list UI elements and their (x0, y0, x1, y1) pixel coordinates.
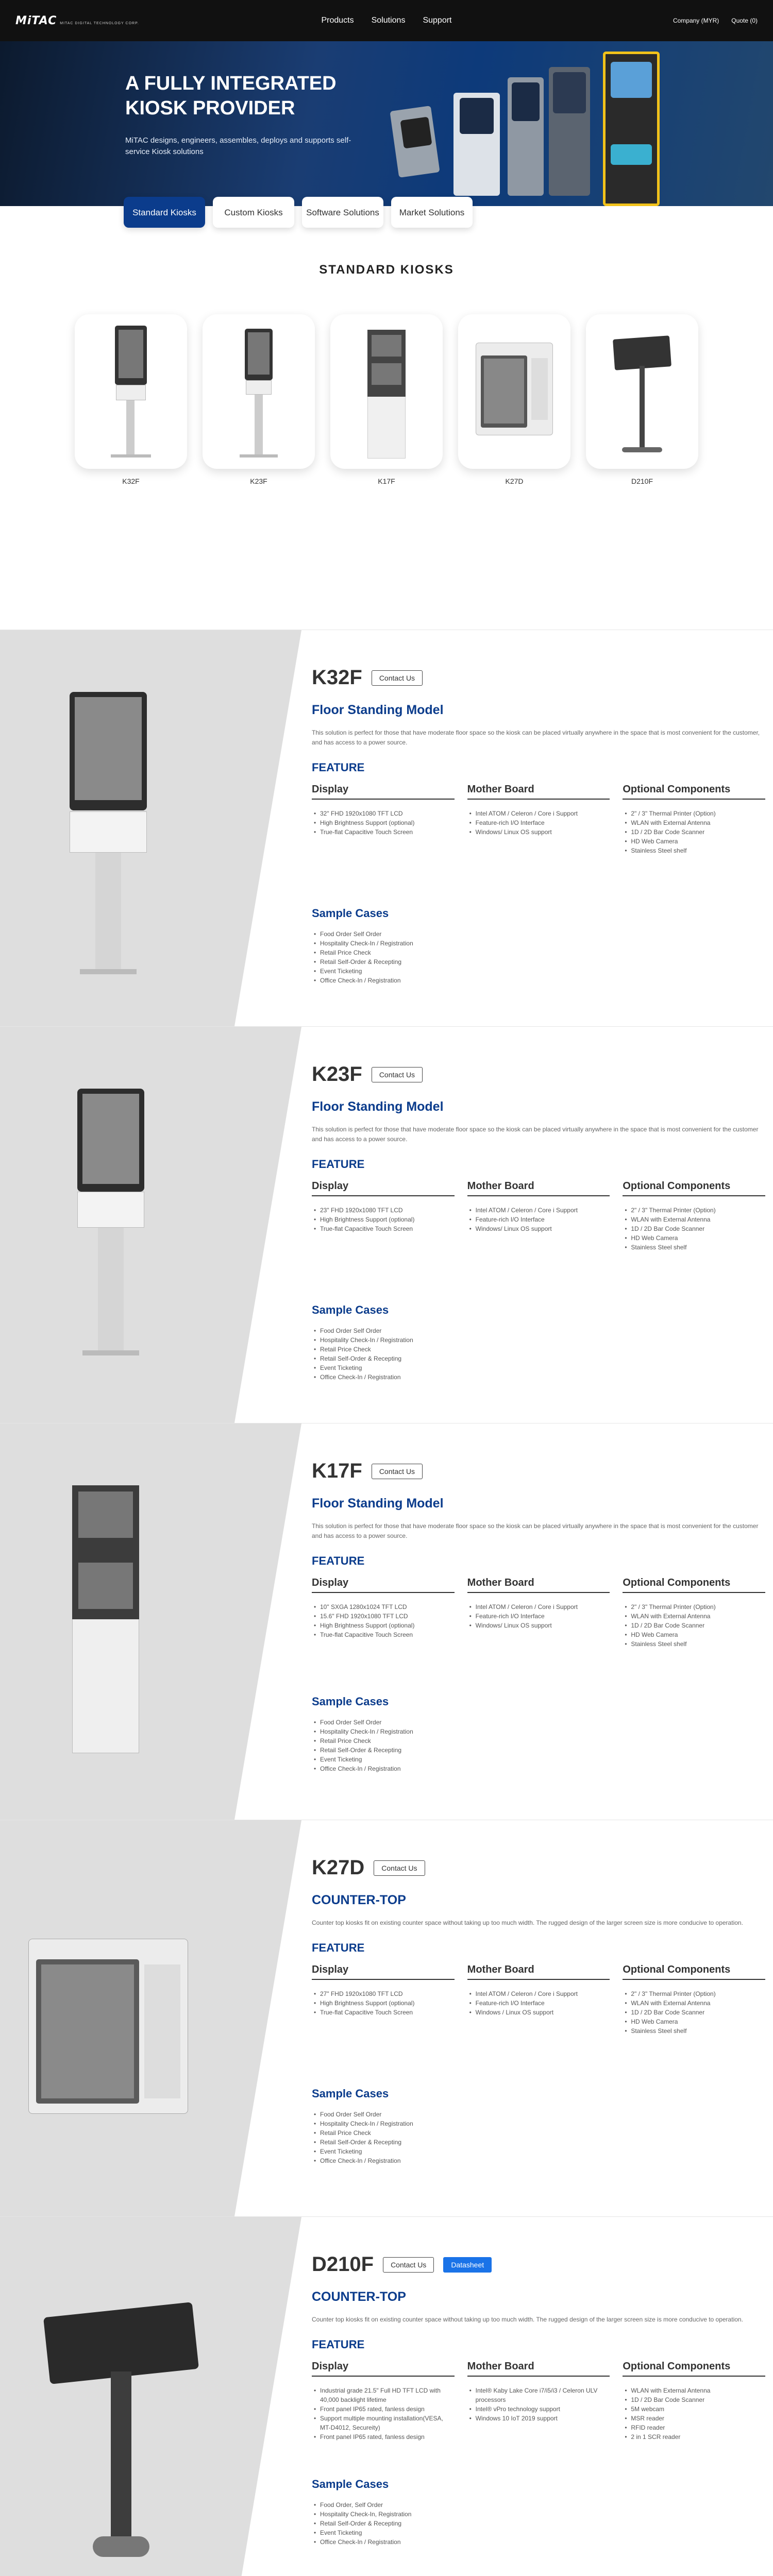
motherboard-heading: Mother Board (467, 1577, 610, 1593)
kiosk-card-image (330, 314, 443, 469)
product-name: K27D (312, 1856, 365, 1879)
display-heading: Display (312, 784, 455, 800)
list-item: • Front panel IP65 rated, fanless design (312, 2432, 455, 2442)
list-item: • 23" FHD 1920x1080 TFT LCD (312, 1206, 455, 1215)
list-item: • 1D / 2D Bar Code Scanner (623, 827, 765, 837)
contact-us-button[interactable]: Contact Us (372, 1067, 423, 1082)
list-item: • WLAN with External Antenna (623, 818, 765, 827)
tab-standard-kiosks[interactable]: Standard Kiosks (124, 197, 205, 228)
list-item: • Feature-rich I/O Interface (467, 1612, 610, 1621)
product-subtitle: Floor Standing Model (312, 703, 444, 717)
list-item: • Hospitality Check-In / Registration (312, 1727, 765, 1736)
list-item: • Windows/ Linux OS support (467, 827, 610, 837)
display-heading: Display (312, 1180, 455, 1196)
list-item: • 1D / 2D Bar Code Scanner (623, 1224, 765, 1233)
list-item: • Office Check-In / Registration (312, 2156, 765, 2165)
list-item: • High Brightness Support (optional) (312, 1998, 455, 2008)
feature-heading: FEATURE (312, 761, 365, 774)
brand[interactable] (15, 14, 139, 27)
list-item: • 32" FHD 1920x1080 TFT LCD (312, 809, 455, 818)
datasheet-button[interactable]: Datasheet (443, 2257, 492, 2273)
list-item: • True-flat Capacitive Touch Screen (312, 1630, 455, 1639)
list-item: • Food Order Self Order (312, 1326, 765, 1335)
display-heading: Display (312, 1964, 455, 1980)
list-item: • Industrial grade 21.5" Full HD TFT LCD with 40,000 backlight lifetime (312, 2386, 455, 2404)
list-item: • Office Check-In / Registration (312, 1764, 765, 1773)
list-item: • Front panel IP65 rated, fanless design (312, 2404, 455, 2414)
list-item: • Intel ATOM / Celeron / Core i Support (467, 1602, 610, 1612)
list-item: • MSR reader (623, 2414, 765, 2423)
display-heading: Display (312, 1577, 455, 1593)
optional-heading: Optional Components (623, 1964, 765, 1980)
product-subtitle: Floor Standing Model (312, 1496, 444, 1511)
motherboard-heading: Mother Board (467, 784, 610, 800)
header-actions (673, 17, 758, 24)
contact-us-button[interactable]: Contact Us (374, 1860, 425, 1876)
product-image (31, 692, 201, 980)
list-item: • Hospitality Check-In / Registration (312, 2119, 765, 2128)
list-item: • HD Web Camera (623, 1233, 765, 1243)
list-item: • Office Check-In / Registration (312, 2537, 765, 2547)
product-description: This solution is perfect for those that have moderate floor space so the kiosk can be placed virtually anywhere in the space that is most convenient for the customer, and has access to a power source. (312, 729, 760, 746)
list-item: • 2 in 1 SCR reader (623, 2432, 765, 2442)
kiosk-card[interactable] (586, 314, 698, 485)
kiosk-card[interactable] (330, 314, 443, 485)
product-name: K32F (312, 666, 362, 689)
standard-kiosks-section (0, 263, 773, 630)
list-item: • 2" / 3" Thermal Printer (Option) (623, 1602, 765, 1612)
list-item: • Office Check-In / Registration (312, 976, 765, 985)
list-item: • 5M webcam (623, 2404, 765, 2414)
list-item: • Retail Price Check (312, 1345, 765, 1354)
kiosk-card-image (458, 314, 570, 469)
list-item: • Intel® vPro technology support (467, 2404, 610, 2414)
list-item: • True-flat Capacitive Touch Screen (312, 2008, 455, 2017)
tab-software-solutions[interactable]: Software Solutions (302, 197, 383, 228)
kiosk-card-name: D210F (631, 477, 653, 485)
feature-heading: FEATURE (312, 2338, 365, 2351)
list-item: • Windows/ Linux OS support (467, 1224, 610, 1233)
list-item: • True-flat Capacitive Touch Screen (312, 1224, 455, 1233)
list-item: • High Brightness Support (optional) (312, 818, 455, 827)
product-image (31, 1485, 201, 1774)
kiosk-card[interactable] (75, 314, 187, 485)
feature-heading: FEATURE (312, 1554, 365, 1567)
list-item: • Hospitality Check-In, Registration (312, 2510, 765, 2519)
list-item: • 10" SXGA 1280x1024 TFT LCD (312, 1602, 455, 1612)
display-heading: Display (312, 2361, 455, 2377)
list-item: • WLAN with External Antenna (623, 1612, 765, 1621)
optional-heading: Optional Components (623, 1180, 765, 1196)
site-header (0, 0, 773, 41)
sample-cases-heading: Sample Cases (312, 2478, 389, 2490)
list-item: • Food Order Self Order (312, 2110, 765, 2119)
list-item: • Intel ATOM / Celeron / Core i Support (467, 1206, 610, 1215)
list-item: • Stainless Steel shelf (623, 846, 765, 855)
list-item: • Retail Self-Order & Recepting (312, 1745, 765, 1755)
sample-cases-heading: Sample Cases (312, 1303, 389, 1316)
nav-products[interactable]: Products (321, 16, 354, 25)
product-content (312, 2253, 765, 2547)
logo[interactable]: MiTAC (15, 14, 57, 27)
list-item: • Event Ticketing (312, 2528, 765, 2537)
list-item: • 1D / 2D Bar Code Scanner (623, 1621, 765, 1630)
section-title: STANDARD KIOSKS (319, 263, 454, 277)
tab-custom-kiosks[interactable]: Custom Kiosks (213, 197, 294, 228)
hero-banner (0, 41, 773, 206)
product-subtitle: COUNTER-TOP (312, 2290, 406, 2304)
kiosk-card[interactable] (458, 314, 570, 485)
list-item: • Retail Self-Order & Recepting (312, 2519, 765, 2528)
motherboard-heading: Mother Board (467, 1964, 610, 1980)
list-item: • WLAN with External Antenna (623, 2386, 765, 2395)
nav-solutions[interactable]: Solutions (371, 16, 406, 25)
hero-text: MiTAC designs, engineers, assembles, deploys and supports self-service Kiosk solutions (125, 136, 351, 156)
product-description: Counter top kiosks fit on existing counter space without taking up too much width. The rugged design of the larger screen size is more conducive to operation. (312, 2316, 743, 2323)
kiosk-card-name: K23F (250, 477, 267, 485)
product-content (312, 1856, 765, 2165)
product-section-k32f (0, 630, 773, 1026)
feature-heading: FEATURE (312, 1941, 365, 1954)
product-section-k27d (0, 1820, 773, 2216)
list-item: • 15.6" FHD 1920x1080 TFT LCD (312, 1612, 455, 1621)
list-item: • High Brightness Support (optional) (312, 1215, 455, 1224)
list-item: • Intel ATOM / Celeron / Core i Support (467, 1989, 610, 1998)
list-item: • Intel® Kaby Lake Core i7/i5/i3 / Celeron ULV processors (467, 2386, 610, 2404)
list-item: • 27" FHD 1920x1080 TFT LCD (312, 1989, 455, 1998)
list-item: • HD Web Camera (623, 837, 765, 846)
list-item: • Intel ATOM / Celeron / Core i Support (467, 809, 610, 818)
list-item: • Stainless Steel shelf (623, 2026, 765, 2036)
product-description: Counter top kiosks fit on existing counter space without taking up too much width. The rugged design of the larger screen size is more conducive to operation. (312, 1919, 743, 1926)
list-item: • Hospitality Check-In / Registration (312, 939, 765, 948)
product-name: K17F (312, 1460, 362, 1482)
kiosk-card-image (203, 314, 315, 469)
list-item: • Retail Price Check (312, 1736, 765, 1745)
product-subtitle: COUNTER-TOP (312, 1893, 406, 1907)
list-item: • Retail Price Check (312, 2128, 765, 2138)
optional-heading: Optional Components (623, 784, 765, 800)
contact-us-button[interactable]: Contact Us (372, 1464, 423, 1479)
company-selector[interactable]: Company (MYR) (673, 17, 719, 24)
hero-title: A FULLY INTEGRATED KIOSK PROVIDER (125, 73, 337, 119)
optional-heading: Optional Components (623, 1577, 765, 1593)
product-image (28, 1928, 188, 2124)
sample-cases-heading: Sample Cases (312, 1695, 389, 1708)
list-item: • Support multiple mounting installation(VESA, MT-D4012, Secureity) (312, 2414, 455, 2432)
list-item: • Event Ticketing (312, 967, 765, 976)
tab-market-solutions[interactable]: Market Solutions (391, 197, 473, 228)
quote-link[interactable]: Quote (0) (731, 17, 758, 24)
list-item: • HD Web Camera (623, 2017, 765, 2026)
list-item: • WLAN with External Antenna (623, 1215, 765, 1224)
product-image (31, 2279, 201, 2567)
product-name: D210F (312, 2253, 374, 2276)
product-description: This solution is perfect for those that have moderate floor space so the kiosk can be placed virtually anywhere in the space that is most convenient for the customer and has access to a power source. (312, 1522, 759, 1539)
list-item: • 2" / 3" Thermal Printer (Option) (623, 809, 765, 818)
list-item: • Windows 10 IoT 2019 support (467, 2414, 610, 2423)
list-item: • Office Check-In / Registration (312, 1372, 765, 1382)
list-item: • 2" / 3" Thermal Printer (Option) (623, 1989, 765, 1998)
list-item: • High Brightness Support (optional) (312, 1621, 455, 1630)
nav-support[interactable]: Support (423, 16, 452, 25)
product-content (312, 1063, 765, 1382)
kiosk-card[interactable] (203, 314, 315, 485)
product-name: K23F (312, 1063, 362, 1086)
list-item: • Windows/ Linux OS support (467, 1621, 610, 1630)
contact-us-button[interactable]: Contact Us (383, 2257, 434, 2273)
motherboard-heading: Mother Board (467, 1180, 610, 1196)
list-item: • RFID reader (623, 2423, 765, 2432)
contact-us-button[interactable]: Contact Us (372, 670, 423, 686)
list-item: • Feature-rich I/O Interface (467, 1998, 610, 2008)
product-subtitle: Floor Standing Model (312, 1099, 444, 1114)
kiosk-card-name: K27D (505, 477, 524, 485)
list-item: • Event Ticketing (312, 2147, 765, 2156)
logo-subtitle: MITAC DIGITAL TECHNOLOGY CORP. (60, 21, 139, 25)
product-description: This solution is perfect for those that have moderate floor space so the kiosk can be placed virtually anywhere in the space that is most convenient for the customer and has access to a power source. (312, 1126, 759, 1143)
list-item: • Retail Self-Order & Recepting (312, 2138, 765, 2147)
kiosk-card-name: K32F (122, 477, 140, 485)
list-item: • 1D / 2D Bar Code Scanner (623, 2395, 765, 2404)
list-item: • 1D / 2D Bar Code Scanner (623, 2008, 765, 2017)
list-item: • Event Ticketing (312, 1755, 765, 1764)
list-item: • WLAN with External Antenna (623, 1998, 765, 2008)
feature-heading: FEATURE (312, 1158, 365, 1171)
product-image (31, 1089, 201, 1377)
kiosk-card-name: K17F (378, 477, 395, 485)
list-item: • Stainless Steel shelf (623, 1639, 765, 1649)
list-item: • Stainless Steel shelf (623, 1243, 765, 1252)
list-item: • Retail Self-Order & Recepting (312, 1354, 765, 1363)
list-item: • HD Web Camera (623, 1630, 765, 1639)
product-section-d210f (0, 2216, 773, 2576)
list-item: • True-flat Capacitive Touch Screen (312, 827, 455, 837)
product-section-k17f (0, 1423, 773, 1820)
list-item: • Retail Price Check (312, 948, 765, 957)
optional-heading: Optional Components (623, 2361, 765, 2377)
kiosk-cards (0, 314, 773, 485)
sample-cases-heading: Sample Cases (312, 907, 389, 920)
list-item: • Food Order Self Order (312, 1718, 765, 1727)
list-item: • 2" / 3" Thermal Printer (Option) (623, 1206, 765, 1215)
list-item: • Windows / Linux OS support (467, 2008, 610, 2017)
kiosk-card-image (75, 314, 187, 469)
list-item: • Feature-rich I/O Interface (467, 1215, 610, 1224)
sample-cases-heading: Sample Cases (312, 2087, 389, 2100)
kiosk-card-image (586, 314, 698, 469)
list-item: • Food Order Self Order (312, 929, 765, 939)
list-item: • Food Order, Self Order (312, 2500, 765, 2510)
product-content (312, 1460, 765, 1773)
motherboard-heading: Mother Board (467, 2361, 610, 2377)
product-section-k23f (0, 1026, 773, 1423)
list-item: • Event Ticketing (312, 1363, 765, 1372)
list-item: • Hospitality Check-In / Registration (312, 1335, 765, 1345)
list-item: • Feature-rich I/O Interface (467, 818, 610, 827)
list-item: • Retail Self-Order & Recepting (312, 957, 765, 967)
product-content (312, 666, 765, 985)
category-tabs (124, 197, 473, 228)
